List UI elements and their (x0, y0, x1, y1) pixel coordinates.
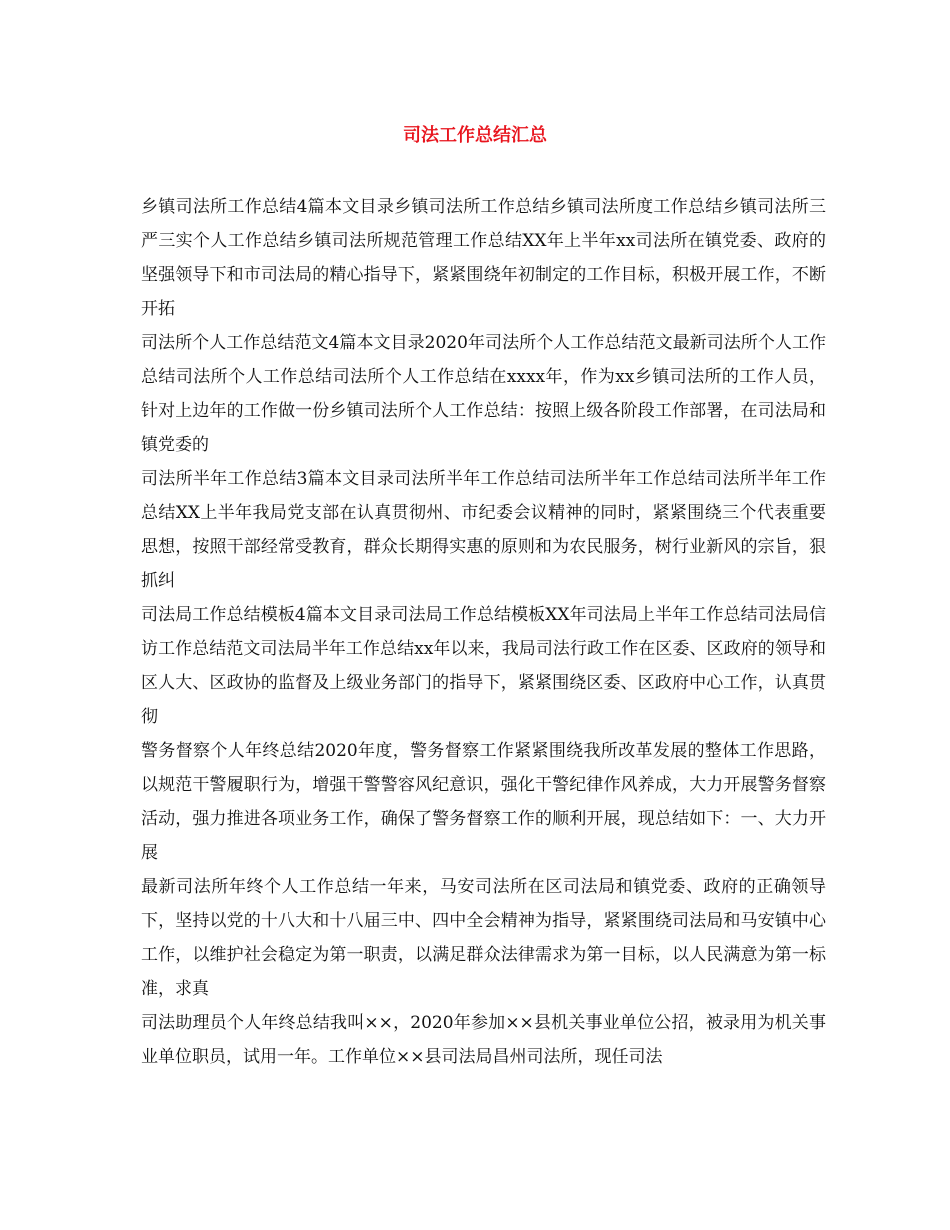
document-title: 司法工作总结汇总 (403, 125, 547, 146)
document-body (141, 190, 826, 1074)
paragraph-6: 最新司法所年终个人工作总结一年来，马安司法所在区司法局和镇党委、政府的正确领导下，坚持以党的十八大和十八届三中、四中全会精神为指导，紧紧围绕司法局和马安镇中心工作，以维护社会稳定为第一职责，以满足群众法律需求为第一目标，以人民满意为第一标准，求真 (141, 877, 826, 999)
paragraph-4: 司法局工作总结模板4篇本文目录司法局工作总结模板XX年司法局上半年工作总结司法局信访工作总结范文司法局半年工作总结xx年以来，我局司法行政工作在区委、区政府的领导和区人大、区政协的监督及上级业务部门的指导下，紧紧围绕区委、区政府中心工作，认真贯彻 (141, 605, 826, 727)
paragraph-1: 乡镇司法所工作总结4篇本文目录乡镇司法所工作总结乡镇司法所度工作总结乡镇司法所三严三实个人工作总结乡镇司法所规范管理工作总结XX年上半年xx司法所在镇党委、政府的坚强领导下和市司法局的精心指导下，紧紧围绕年初制定的工作目标，积极开展工作，不断开拓 (141, 197, 826, 319)
paragraph-7: 司法助理员个人年终总结我叫××，2020年参加××县机关事业单位公招，被录用为机关事业单位职员，试用一年。工作单位××县司法局昌州司法所，现任司法 (141, 1013, 826, 1067)
paragraph-2: 司法所个人工作总结范文4篇本文目录2020年司法所个人工作总结范文最新司法所个人工作总结司法所个人工作总结司法所个人工作总结在xxxx年，作为xx乡镇司法所的工作人员，针对上边年的工作做一份乡镇司法所个人工作总结：按照上级各阶段工作部署，在司法局和镇党委的 (141, 333, 826, 455)
paragraph-5: 警务督察个人年终总结2020年度，警务督察工作紧紧围绕我所改革发展的整体工作思路，以规范干警履职行为，增强干警警容风纪意识，强化干警纪律作风养成，大力开展警务督察活动，强力推进各项业务工作，确保了警务督察工作的顺利开展，现总结如下：一、大力开展 (141, 741, 826, 863)
paragraph-3: 司法所半年工作总结3篇本文目录司法所半年工作总结司法所半年工作总结司法所半年工作总结XX上半年我局党支部在认真贯彻州、市纪委会议精神的同时，紧紧围绕三个代表重要思想，按照干部经常受教育，群众长期得实惠的原则和为农民服务，树行业新风的宗旨，狠抓纠 (141, 469, 826, 591)
